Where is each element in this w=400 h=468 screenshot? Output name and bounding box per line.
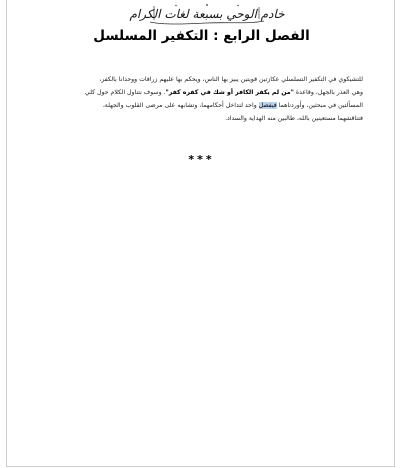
section-separator: *** (188, 153, 215, 166)
chapter-title: الفصل الرابع : التكفير المسلسل (93, 28, 310, 44)
body-line-2-prefix: وهي العذر بالجهل، وقاعدة (293, 89, 363, 96)
body-line-3-suffix: واحد لتداخل أحكامهما، وتشابهه على مرضى القلوب والجهلة، (102, 102, 259, 109)
chapter-body (41, 73, 363, 125)
body-line-4: فتناقشهما مستعينين بالله، طالبين منه الهداية والسداد. (225, 115, 363, 122)
body-line-3-prefix: المسألتين في مبحثين، وأوردناهما (276, 102, 363, 109)
body-line-2 (41, 86, 363, 99)
body-line-2-suffix: . وسوف نتناول الكلام حول كلي (84, 89, 166, 96)
body-line-1: للتشيكوي في التكفير التسلسلي عكازتين قويتين يبيز بها الناس، ويحكم بها عليهم زرافات ووحدانا بالكفر، (99, 76, 363, 83)
quoted-rule: "من لم يكفر الكافر أو شك في كفره كفر" (165, 89, 294, 96)
calligraphy-logo (129, 2, 285, 26)
logo-text: خادم الوحي بسبعة لغات الكرام (129, 7, 285, 21)
selected-word[interactable]: فيفصل (258, 102, 277, 109)
body-line-3 (41, 99, 363, 112)
document-page (6, 0, 395, 467)
